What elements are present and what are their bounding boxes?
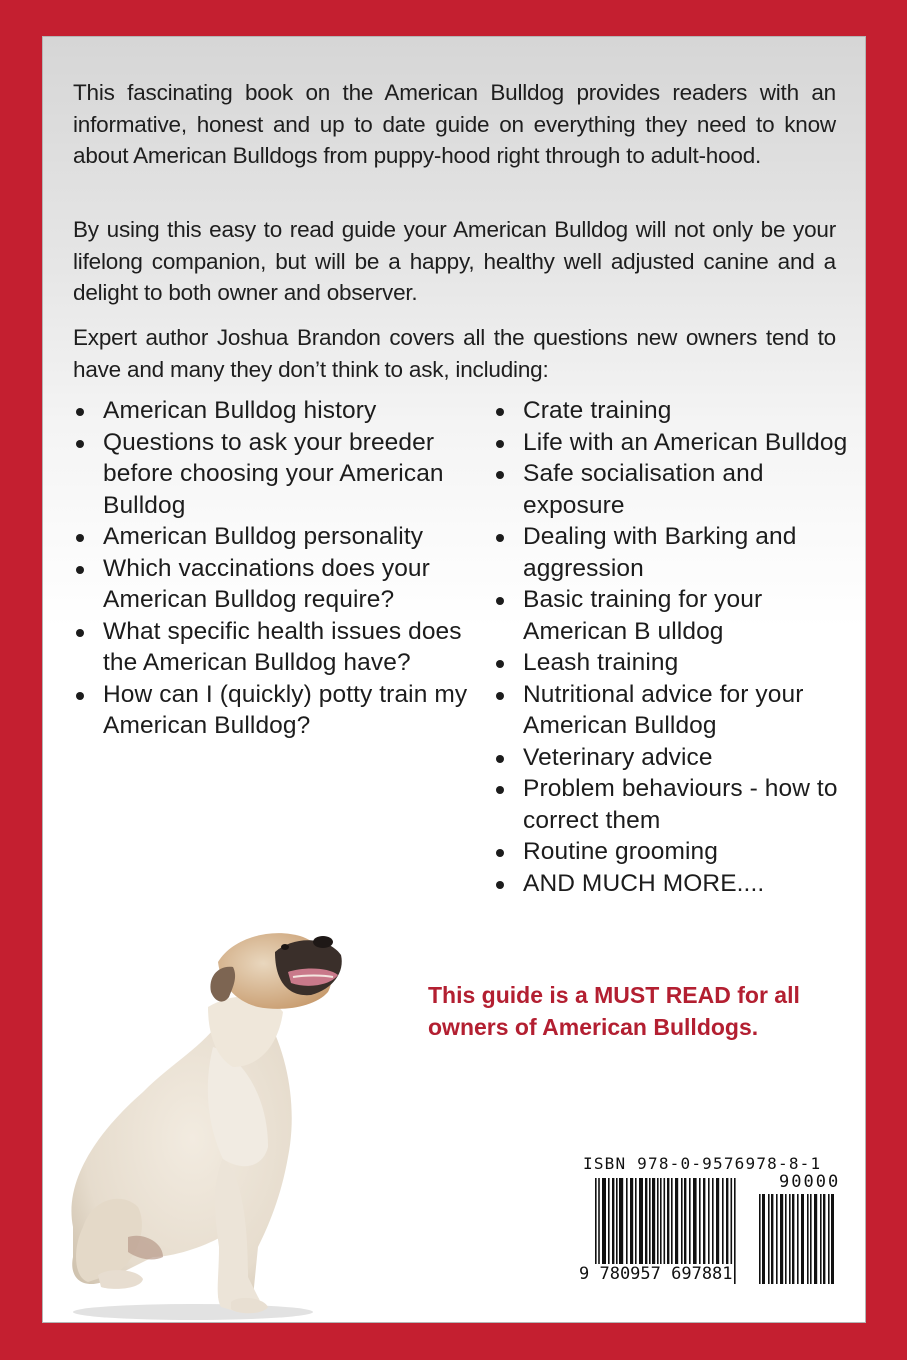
must-read-callout: This guide is a MUST READ for all owners of American Bulldogs.: [428, 982, 800, 1040]
bullet-icon: [496, 881, 504, 889]
topics-list: [73, 395, 853, 899]
topic-item: American Bulldog personality: [73, 521, 493, 553]
barcode-addon-icon: [759, 1194, 835, 1284]
bullet-icon: [76, 566, 84, 574]
topics-column-left: [73, 395, 493, 899]
bullet-icon: [496, 408, 504, 416]
topic-item: Life with an American Bulldog: [493, 427, 853, 459]
topic-item: Leash training: [493, 647, 853, 679]
back-cover-panel: [42, 36, 866, 1323]
isbn-label: ISBN 978-0-9576978-8-1: [583, 1154, 822, 1173]
topic-item: Which vaccinations does your American Bulldog require?: [73, 553, 493, 616]
bullet-icon: [496, 440, 504, 448]
barcode-digits: 9 780957 697881: [579, 1264, 733, 1284]
bullet-icon: [496, 471, 504, 479]
bullet-icon: [76, 440, 84, 448]
bullet-icon: [496, 660, 504, 668]
topic-item: Safe socialisation and exposure: [493, 458, 853, 521]
topic-item: American Bulldog history: [73, 395, 493, 427]
bulldog-photo: [43, 897, 373, 1323]
topic-item: AND MUCH MORE....: [493, 868, 853, 900]
isbn-addon-label: 90000: [779, 1172, 841, 1192]
bullet-icon: [76, 534, 84, 542]
topic-item: Veterinary advice: [493, 742, 853, 774]
bullet-icon: [496, 849, 504, 857]
bullet-icon: [496, 786, 504, 794]
topic-item: Crate training: [493, 395, 853, 427]
intro-paragraph-1: This fascinating book on the American Bulldog provides readers with an informative, honest and up to date guide on everything they need to know about American Bulldogs from puppy-hood right through to adult-hood.: [73, 80, 836, 168]
intro-paragraph-3: Expert author Joshua Brandon covers all the questions new owners tend to have and many they don’t think to ask, including:: [73, 325, 836, 382]
topic-item: How can I (quickly) potty train my American Bulldog?: [73, 679, 493, 742]
topic-item: Basic training for your American B ulldog: [493, 584, 853, 647]
bullet-icon: [496, 755, 504, 763]
bullet-icon: [76, 692, 84, 700]
topic-item: Nutritional advice for your American Bulldog: [493, 679, 853, 742]
isbn-barcode: [579, 1154, 839, 1294]
intro-paragraph-2: By using this easy to read guide your American Bulldog will not only be your lifelong companion, but will be a happy, healthy well adjusted canine and a delight to both owner and observer.: [73, 217, 836, 305]
topic-item: Dealing with Barking and aggression: [493, 521, 853, 584]
topics-column-right: [493, 395, 853, 899]
bullet-icon: [496, 534, 504, 542]
topic-item: What specific health issues does the American Bulldog have?: [73, 616, 493, 679]
bullet-icon: [496, 597, 504, 605]
topic-item: Routine grooming: [493, 836, 853, 868]
bullet-icon: [496, 692, 504, 700]
topic-item: Questions to ask your breeder before choosing your American Bulldog: [73, 427, 493, 522]
bullet-icon: [76, 629, 84, 637]
topic-item: Problem behaviours - how to correct them: [493, 773, 853, 836]
bullet-icon: [76, 408, 84, 416]
